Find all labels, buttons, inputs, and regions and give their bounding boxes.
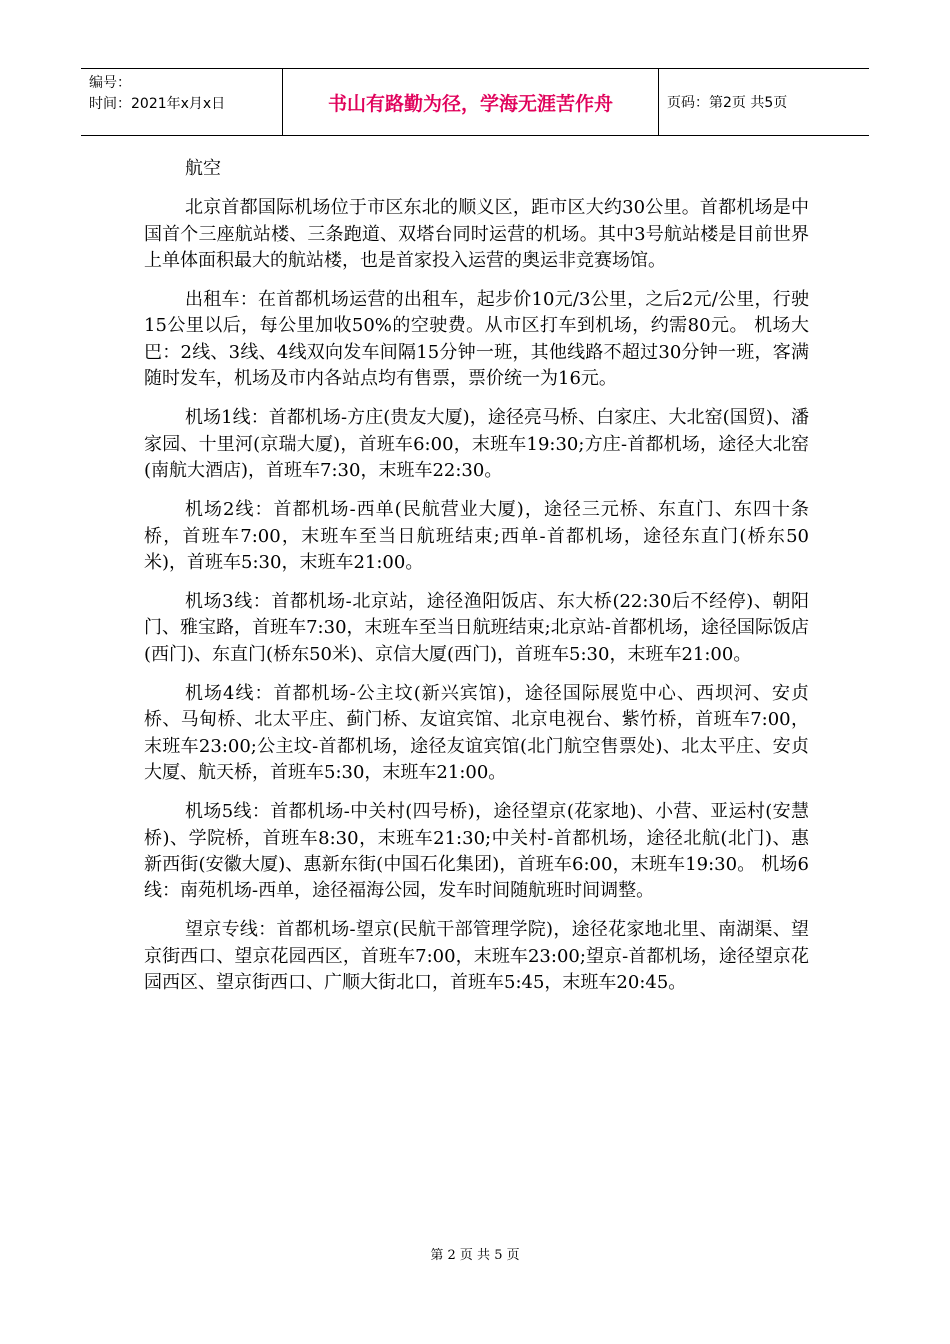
page-header: [81, 68, 869, 136]
section-title: 航空: [185, 158, 221, 179]
paragraph-wangjing-line: 望京专线：首都机场-望京(民航干部管理学院)，途径花家地北里、南湖渠、望京街西口、望京花园西区，首班车7:00，末班车23:00;望京-首都机场，途径望京花园西区、望京街西口、广顺大街北口，首班车5:45，末班车20:45。: [144, 919, 809, 994]
paragraph-line-4: 机场4线：首都机场-公主坟(新兴宾馆)，途径国际展览中心、西坝河、安贞桥、马甸桥、北太平庄、蓟门桥、友谊宾馆、北京电视台、紫竹桥，首班车7:00，末班车23:00;公主坟-首都机场，途径友谊宾馆(北门航空售票处)、北太平庄、安贞大厦、航天桥，首班车5:30，末班车21:00。: [144, 683, 809, 783]
header-motto: 书山有路勤为径，学海无涯苦作舟: [283, 69, 659, 135]
page-footer: 第 2 页 共 5 页: [430, 1248, 520, 1263]
header-meta: [81, 69, 283, 135]
document-number-label: 编号：: [89, 75, 131, 91]
paragraph-taxi-bus: 出租车：在首都机场运营的出租车，起步价10元/3公里，之后2元/公里，行驶15公里以后，每公里加收50%的空驶费。从市区打车到机场，约需80元。 机场大巴：2线、3线、4线双向发车间隔15分钟一班，其他线路不超过30分钟一班，客满随时发车，机场及市内各站点均有售票，票价统一为16元。: [144, 289, 809, 390]
paragraph-line-2: 机场2线：首都机场-西单(民航营业大厦)，途径三元桥、东直门、东四十条桥，首班车7:00，末班车至当日航班结束;西单-首都机场，途径东直门(桥东50米)，首班车5:30，末班车21:00。: [144, 499, 809, 573]
document-time-label: 时间：2021年x月x日: [89, 96, 226, 112]
paragraph-line-3: 机场3线：首都机场-北京站，途径渔阳饭店、东大桥(22:30后不经停)、朝阳门、雅宝路，首班车7:30，末班车至当日航班结束;北京站-首都机场，途径国际饭店(西门)、东直门(桥东50米)、京信大厦(西门)，首班车5:30，末班车21:00。: [144, 591, 809, 665]
paragraph-line-1: 机场1线：首都机场-方庄(贵友大厦)，途径亮马桥、白家庄、大北窑(国贸)、潘家园、十里河(京瑞大厦)，首班车6:00，末班车19:30;方庄-首都机场，途径大北窑 (南航大酒店)，首班车7:30，末班车22:30。: [144, 407, 809, 481]
paragraph-intro: 北京首都国际机场位于市区东北的顺义区，距市区大约30公里。首都机场是中国首个三座航站楼、三条跑道、双塔台同时运营的机场。其中3号航站楼是目前世界上单体面积最大的航站楼，也是首家投入运营的奥运非竞赛场馆。: [144, 197, 809, 271]
header-page-info: 页码：第2页 共5页: [667, 95, 788, 111]
document-body: [144, 156, 809, 1009]
paragraph-line-5-6: 机场5线：首都机场-中关村(四号桥)，途径望京(花家地)、小营、亚运村(安慧桥)、学院桥，首班车8:30，末班车21:30;中关村-首都机场，途径北航(北门)、惠新西街(安徽大厦)、惠新东街(中国石化集团)，首班车6:00，末班车19:30。 机场6线：南苑机场-西单，途径福海公园，发车时间随航班时间调整。: [144, 801, 809, 902]
